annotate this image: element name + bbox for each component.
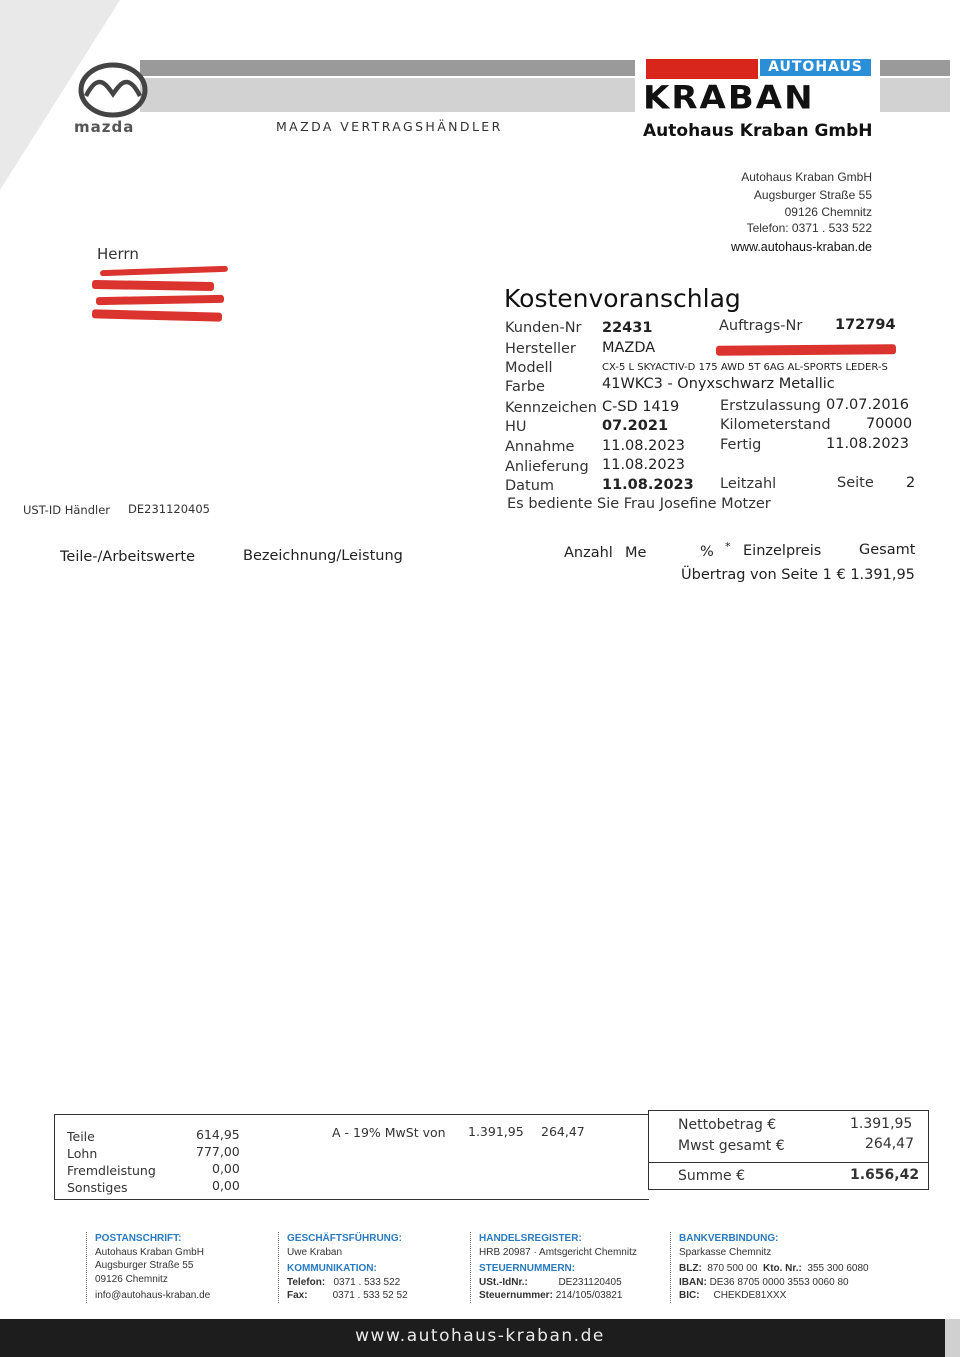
netto-label: Nettobetrag €: [678, 1117, 777, 1133]
anlieferung: 11.08.2023: [602, 457, 686, 473]
footer-line: 09126 Chemnitz: [95, 1273, 168, 1285]
kennzeichen: C-SD 1419: [602, 399, 680, 415]
totals-value-lohn: 777,00: [196, 1144, 240, 1159]
kennzeichen-label: Kennzeichen: [505, 400, 597, 416]
dealer-tagline: MAZDA VERTRAGSHÄNDLER: [276, 119, 503, 134]
footer-iban-label: IBAN:: [679, 1276, 707, 1288]
footer-postanschrift: [86, 1232, 210, 1303]
mwst-base: 1.391,95: [468, 1124, 524, 1139]
col-anzahl: Anzahl: [564, 545, 613, 561]
footer-bic-value: CHEKDE81XXX: [713, 1290, 787, 1301]
mazda-wordmark: mazda: [74, 118, 135, 136]
col-einzelpreis: Einzelpreis: [743, 543, 822, 559]
header-bar: [140, 60, 635, 76]
col-me: Me: [625, 545, 647, 561]
footer-geschaeftsfuehrung: [278, 1232, 408, 1303]
totals-value-sonstiges: 0,00: [212, 1178, 240, 1193]
footer-line: Augsburger Straße 55: [95, 1260, 194, 1271]
footer-heading: HANDELSREGISTER:: [479, 1233, 582, 1244]
anlieferung-label: Anlieferung: [505, 459, 589, 475]
footer-line: Sparkasse Chemnitz: [679, 1246, 772, 1258]
header-bar-right-light: [880, 78, 950, 112]
erstzulassung-label: Erstzulassung: [720, 398, 821, 414]
footer-bankverbindung: [670, 1232, 869, 1303]
company-name: Autohaus Kraban GmbH: [643, 121, 873, 141]
mwst-label: A - 19% MwSt von: [332, 1125, 446, 1140]
footer-fax: [287, 1289, 408, 1303]
hersteller: MAZDA: [602, 340, 656, 356]
footer-heading: KOMMUNIKATION:: [287, 1263, 377, 1274]
footer-ust-value: DE231120405: [558, 1276, 622, 1288]
mwst-gesamt-label: Mwst gesamt €: [678, 1138, 785, 1154]
footer-line: Autohaus Kraban GmbH: [95, 1246, 204, 1258]
footer-fax-label: Fax:: [287, 1290, 308, 1301]
header-bar-right: [880, 60, 950, 76]
summe-value: 1.656,42: [850, 1167, 920, 1183]
totals-label-sonstiges: Sonstiges: [67, 1180, 128, 1195]
fertig-label: Fertig: [720, 437, 762, 453]
kunden-nr: 22431: [602, 320, 653, 336]
totals-label-lohn: Lohn: [67, 1146, 98, 1161]
footer-blz: [679, 1262, 869, 1276]
footer-stnr-label: Steuernummer:: [479, 1290, 553, 1301]
footer-ust-label: USt.-IdNr.:: [479, 1276, 528, 1288]
header-bar-light: [140, 78, 635, 112]
redaction-mark: [100, 266, 228, 276]
col-bezeichnung: Bezeichnung/Leistung: [243, 548, 403, 564]
hersteller-label: Hersteller: [505, 341, 576, 357]
auftrags-nr: 172794: [835, 317, 896, 333]
footer-heading: GESCHÄFTSFÜHRUNG:: [287, 1233, 402, 1244]
annahme-label: Annahme: [505, 439, 575, 455]
fertig: 11.08.2023: [826, 436, 910, 452]
uebertrag: Übertrag von Seite 1 € 1.391,95: [681, 567, 915, 583]
footer-telefon: [287, 1276, 408, 1290]
sender-city: 09126 Chemnitz: [784, 205, 872, 219]
footer-heading: STEUERNUMMERN:: [479, 1263, 576, 1274]
recipient-salutation: Herrn: [97, 245, 139, 263]
modell-label: Modell: [505, 360, 553, 376]
seite-label: Seite: [837, 475, 874, 491]
footer-line: HRB 20987 · Amtsgericht Chemnitz: [479, 1246, 637, 1258]
footer-ust: [479, 1276, 637, 1290]
footer-iban-value: DE36 8705 0000 3553 0060 80: [709, 1276, 849, 1288]
farbe: 41WKC3 - Onyxschwarz Metallic: [602, 376, 835, 392]
footer-email: info@autohaus-kraban.de: [95, 1290, 211, 1301]
mazda-logo-icon: [78, 62, 148, 118]
footer-tel: 0371 . 533 522: [333, 1276, 401, 1288]
col-teile: Teile-/Arbeitswerte: [60, 549, 196, 565]
kunden-nr-label: Kunden-Nr: [505, 320, 582, 336]
redaction-mark: [716, 344, 896, 356]
footer-heading: BANKVERBINDUNG:: [679, 1233, 779, 1244]
hu-label: HU: [505, 419, 527, 435]
sender-web: www.autohaus-kraban.de: [730, 240, 872, 254]
kilometerstand-label: Kilometerstand: [720, 417, 831, 433]
farbe-label: Farbe: [505, 379, 545, 395]
netto-value: 1.391,95: [850, 1116, 913, 1132]
seite: 2: [906, 475, 916, 491]
totals-label-teile: Teile: [67, 1129, 95, 1144]
sender-phone: Telefon: 0371 . 533 522: [746, 221, 872, 235]
col-gesamt: Gesamt: [859, 542, 916, 558]
totals-value-teile: 614,95: [196, 1127, 240, 1142]
footer-iban: [679, 1276, 869, 1290]
col-star: *: [725, 540, 731, 553]
datum-label: Datum: [505, 478, 555, 494]
kilometerstand: 70000: [866, 416, 913, 432]
kraban-logo-top: AUTOHAUS: [760, 59, 871, 76]
document-title: Kostenvoranschlag: [504, 284, 741, 313]
auftrags-nr-label: Auftrags-Nr: [719, 318, 803, 334]
footer-bic: [679, 1289, 869, 1303]
mwst-amount: 264,47: [541, 1124, 585, 1139]
footer-stnr-value: 214/105/03821: [555, 1290, 623, 1301]
footer-fax-value: 0371 . 533 52 52: [332, 1290, 408, 1301]
footer-blz-label: BLZ:: [679, 1263, 702, 1274]
datum: 11.08.2023: [602, 477, 694, 493]
col-prozent: %: [700, 544, 714, 560]
kraban-logo-red-block: [646, 59, 758, 79]
redaction-mark: [92, 309, 222, 321]
redaction-mark: [96, 295, 224, 305]
footer-line: Uwe Kraban: [287, 1246, 343, 1258]
totals-label-fremdleistung: Fremdleistung: [67, 1163, 156, 1178]
sender-street: Augsburger Straße 55: [753, 188, 872, 202]
footer-kto-value: 355 300 6080: [807, 1263, 869, 1274]
footer-tel-label: Telefon:: [287, 1276, 326, 1288]
sender-name: Autohaus Kraban GmbH: [741, 170, 872, 184]
summe-label: Summe €: [678, 1168, 746, 1184]
leitzahl-label: Leitzahl: [720, 476, 777, 492]
footer-stnr: [479, 1289, 637, 1303]
footer-url: www.autohaus-kraban.de: [355, 1326, 605, 1346]
footer-blz-value: 870 500 00: [707, 1263, 758, 1274]
footer-bic-label: BIC:: [679, 1290, 700, 1301]
footer-heading: POSTANSCHRIFT:: [95, 1233, 182, 1244]
modell: CX-5 L SKYACTIV-D 175 AWD 5T 6AG AL-SPORTS LEDER-S: [602, 362, 888, 373]
hu: 07.2021: [602, 418, 669, 434]
mwst-gesamt-value: 264,47: [865, 1136, 914, 1152]
ust-id-value: DE231120405: [128, 502, 210, 516]
footer-kto-label: Kto. Nr.:: [762, 1263, 802, 1274]
served-by: Es bediente Sie Frau Josefine Motzer: [507, 496, 771, 512]
kraban-logo-word: KRABAN: [643, 79, 815, 117]
erstzulassung: 07.07.2016: [826, 397, 910, 413]
redaction-mark: [92, 280, 214, 291]
totals-value-fremdleistung: 0,00: [212, 1161, 240, 1176]
annahme: 11.08.2023: [602, 438, 686, 454]
ust-id-label: UST-ID Händler: [23, 503, 111, 517]
footer-handelsregister: [470, 1232, 637, 1303]
